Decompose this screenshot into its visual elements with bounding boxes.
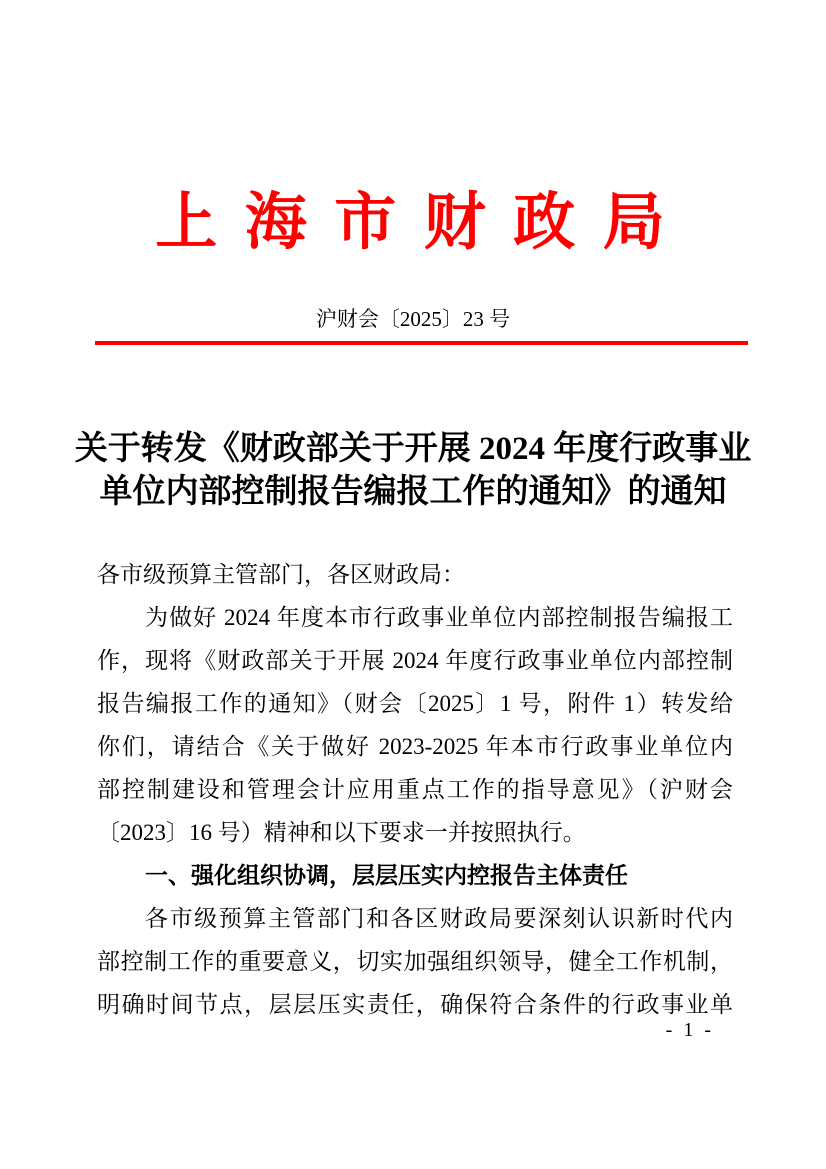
document-title: [60, 428, 766, 514]
body-line: 明确时间节点，层层压实责任，确保符合条件的行政事业单: [97, 992, 733, 1017]
red-divider-rule: [95, 341, 748, 345]
document-title-line-1: 关于转发《财政部关于开展 2024 年度行政事业: [74, 431, 752, 467]
issuing-agency-title: 上 海 市 财 政 局: [155, 189, 671, 257]
body-line: 作，现将《财政部关于开展 2024 年度行政事业单位内部控制: [97, 648, 733, 673]
body-line: 〔2023〕16 号）精神和以下要求一并按照执行。: [97, 820, 586, 845]
page-number: - 1 -: [665, 1019, 714, 1041]
document-title-line-2: 单位内部控制报告编报工作的通知》的通知: [99, 474, 727, 510]
body-line: 为做好 2024 年度本市行政事业单位内部控制报告编报工: [145, 605, 733, 630]
body-line: 部控制建设和管理会计应用重点工作的指导意见》（沪财会: [97, 777, 733, 802]
document-body: [97, 553, 733, 1026]
salutation-line: 各市级预算主管部门，各区财政局：: [97, 562, 465, 587]
body-line: 报告编报工作的通知》（财会〔2025〕1 号，附件 1）转发给: [97, 691, 733, 716]
body-line: 你们，请结合《关于做好 2023-2025 年本市行政事业单位内: [97, 734, 733, 759]
document-reference-number: 沪财会〔2025〕23 号: [315, 307, 511, 331]
body-line: 各市级预算主管部门和各区财政局要深刻认识新时代内: [145, 906, 733, 931]
body-line: 部控制工作的重要意义，切实加强组织领导，健全工作机制，: [97, 949, 733, 974]
section-heading-1: 一、强化组织协调，层层压实内控报告主体责任: [145, 862, 628, 888]
